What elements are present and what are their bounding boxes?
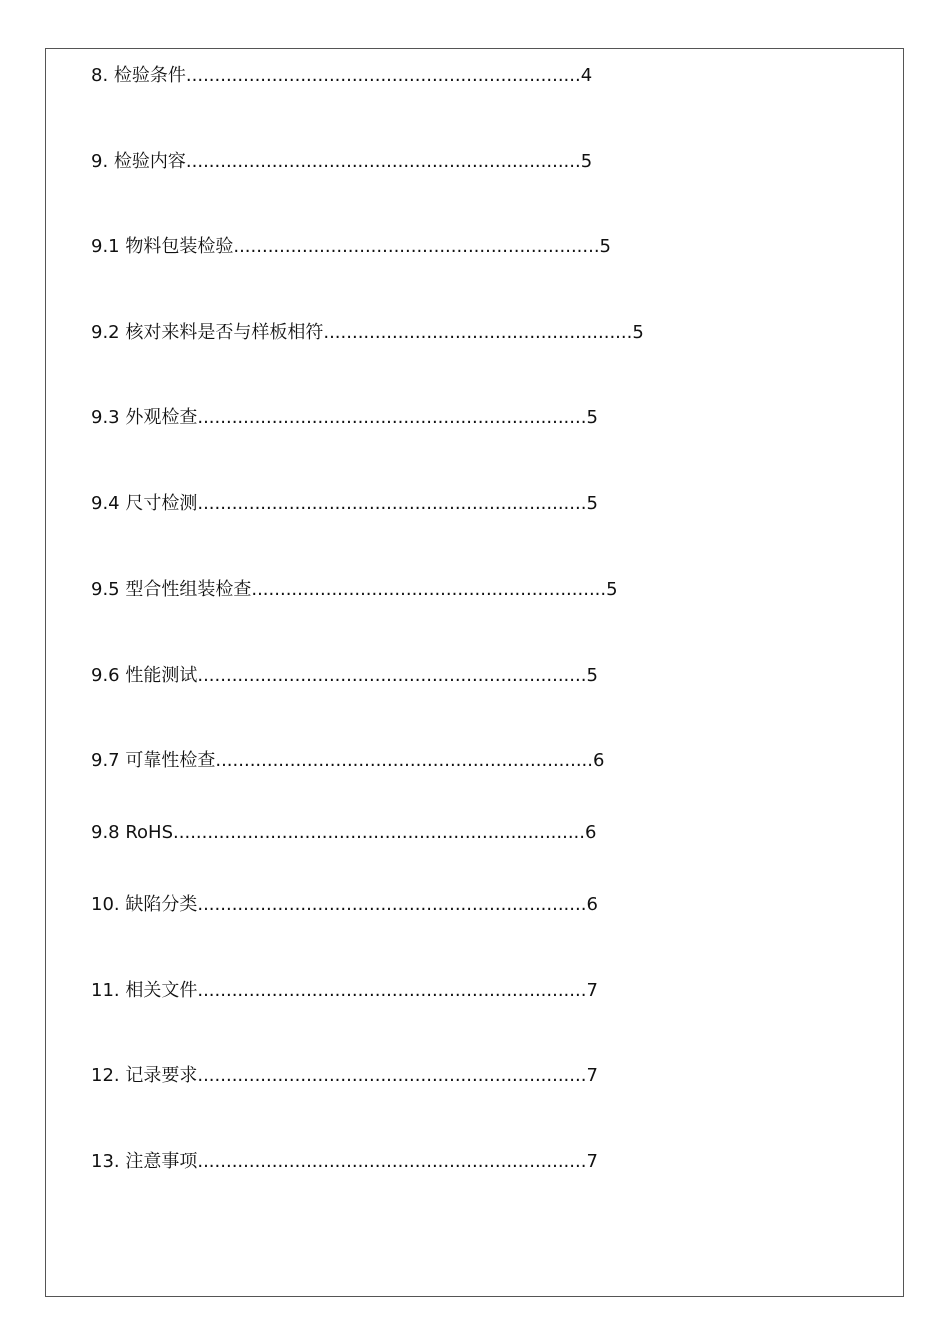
toc-entry[interactable] [91, 235, 611, 259]
toc-page-number: 7 [586, 1065, 598, 1086]
toc-leader-dots: .................................................................... [197, 407, 587, 428]
toc-page-number: 5 [586, 493, 598, 514]
toc-entry[interactable] [91, 406, 598, 430]
toc-entry-label: 9.3 外观检查 [91, 407, 198, 428]
toc-entry[interactable] [91, 893, 598, 917]
toc-leader-dots: .................................................................... [197, 493, 587, 514]
toc-page-number: 5 [586, 407, 598, 428]
toc-leader-dots: .................................................................. [215, 750, 593, 771]
toc-entry-label: 10. 缺陷分类 [91, 894, 198, 915]
toc-page-number: 6 [585, 822, 597, 843]
toc-entry[interactable] [91, 578, 618, 602]
toc-entry[interactable] [91, 150, 592, 174]
toc-entry-label: 9.6 性能测试 [91, 665, 198, 686]
toc-page-number: 7 [586, 980, 598, 1001]
toc-leader-dots: ...................................................... [323, 322, 633, 343]
toc-leader-dots: ........................................................................ [173, 822, 585, 843]
toc-page-number: 5 [599, 236, 611, 257]
toc-entry[interactable] [91, 321, 644, 345]
toc-leader-dots: ..................................................................... [185, 65, 581, 86]
toc-page-number: 5 [606, 579, 618, 600]
toc-entry-label: 9.4 尺寸检测 [91, 493, 198, 514]
toc-entry-label: 13. 注意事项 [91, 1151, 198, 1172]
toc-entry-label: 9.2 核对来料是否与样板相符 [91, 322, 324, 343]
toc-entry[interactable] [91, 1064, 598, 1088]
toc-entry-label: 11. 相关文件 [91, 980, 198, 1001]
toc-entry[interactable] [91, 979, 598, 1003]
toc-entry[interactable] [91, 749, 604, 773]
toc-entry[interactable] [91, 664, 598, 688]
toc-entry[interactable] [91, 492, 598, 516]
toc-leader-dots: .................................................................... [197, 1151, 587, 1172]
toc-leader-dots: .................................................................... [197, 665, 587, 686]
toc-entry-label: 9.5 型合性组装检查 [91, 579, 252, 600]
toc-entry-label: 8. 检验条件 [91, 65, 186, 86]
toc-page-number: 6 [593, 750, 605, 771]
toc-page-number: 7 [586, 1151, 598, 1172]
toc-leader-dots: ................................................................ [233, 236, 600, 257]
toc-entry-label: 9.8 RoHS [91, 822, 174, 843]
toc-page-number: 6 [586, 894, 598, 915]
toc-leader-dots: ..................................................................... [185, 151, 581, 172]
toc-leader-dots: .............................................................. [251, 579, 607, 600]
toc-entry-label: 12. 记录要求 [91, 1065, 198, 1086]
toc-page-number: 4 [580, 65, 593, 86]
toc-page-number: 5 [580, 151, 593, 172]
toc-entry[interactable] [91, 1150, 598, 1174]
toc-entry-label: 9.1 物料包装检验 [91, 236, 234, 257]
toc-entry[interactable] [91, 64, 592, 88]
toc-page-number: 5 [632, 322, 644, 343]
toc-page-number: 5 [586, 665, 598, 686]
toc-entry[interactable] [91, 821, 596, 845]
toc-entry-label: 9. 检验内容 [91, 151, 186, 172]
toc-leader-dots: .................................................................... [197, 894, 587, 915]
toc-leader-dots: .................................................................... [197, 1065, 587, 1086]
toc-leader-dots: .................................................................... [197, 980, 587, 1001]
toc-entry-label: 9.7 可靠性检查 [91, 750, 216, 771]
